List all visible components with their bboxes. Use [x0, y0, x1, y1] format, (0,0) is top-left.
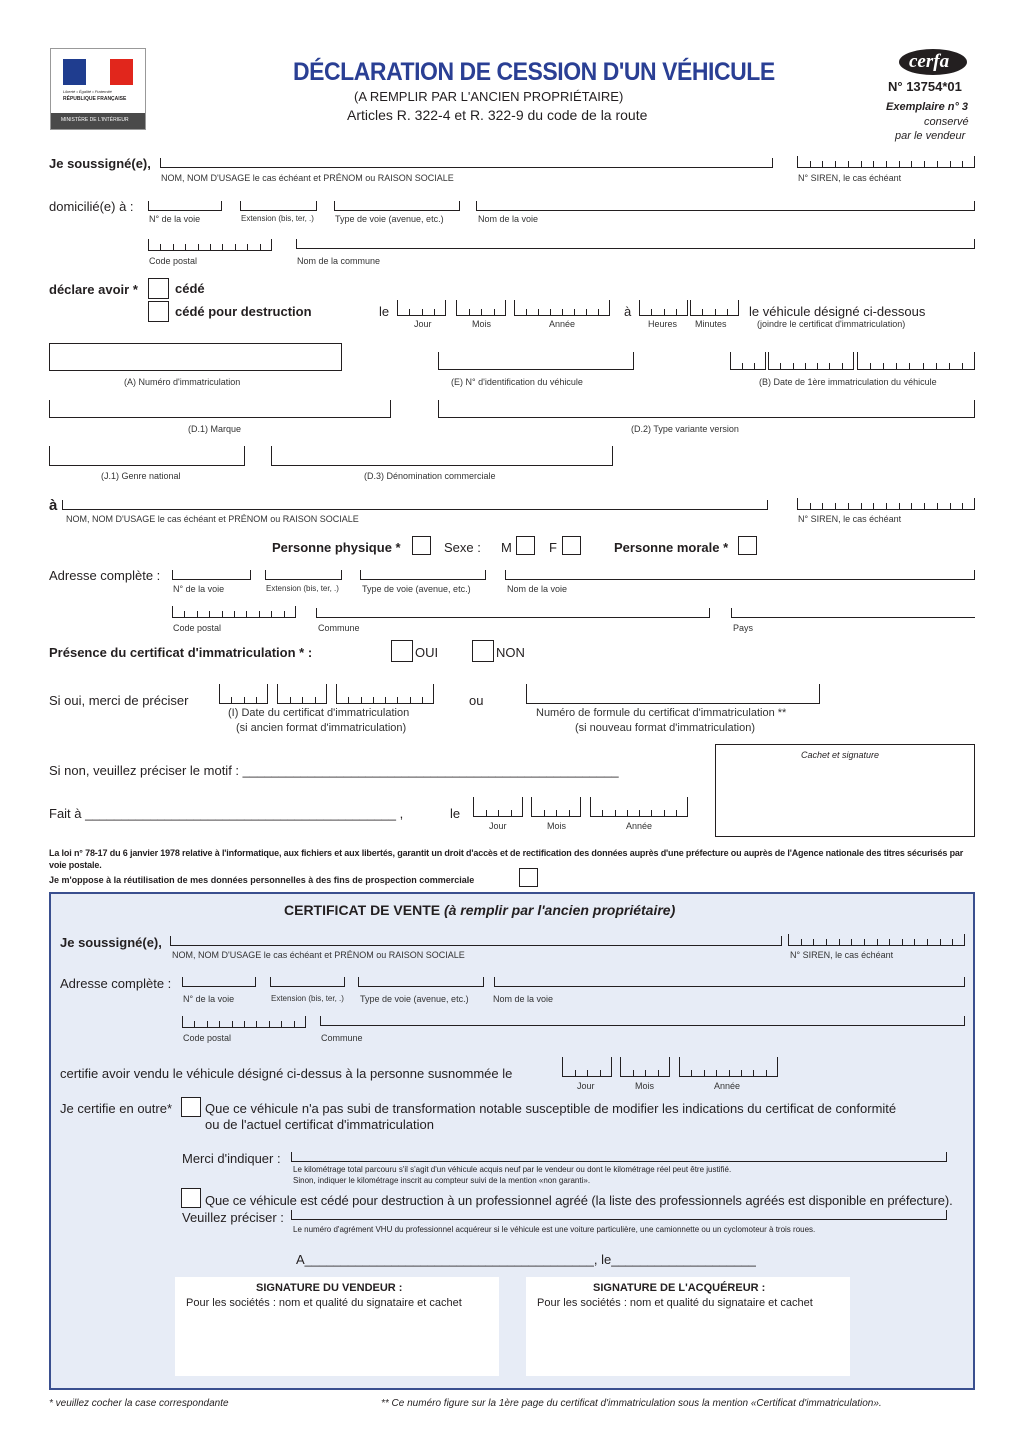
- presence-label: Présence du certificat d'immatriculation * :: [49, 645, 313, 660]
- cap-year: Année: [549, 319, 576, 329]
- made-day-field[interactable]: [473, 797, 523, 817]
- made-month-field[interactable]: [531, 797, 581, 817]
- sale-cap-postal: Code postal: [183, 1033, 232, 1043]
- sold-day-field[interactable]: [562, 1057, 612, 1077]
- sale-day-field[interactable]: [397, 300, 446, 316]
- sale-cap-num: N° de la voie: [183, 994, 235, 1004]
- brand-field[interactable]: [49, 400, 391, 418]
- physical-person-label: Personne physique *: [272, 540, 401, 555]
- buyer-cap-num: N° de la voie: [173, 584, 225, 594]
- seller-cap-street: Nom de la voie: [478, 214, 539, 224]
- buyer-signature-title: SIGNATURE DE L'ACQUÉREUR :: [593, 1282, 766, 1294]
- time-a-label: à: [624, 304, 632, 319]
- vehicle-text: le véhicule désigné ci-dessous: [749, 304, 926, 319]
- sale-seller-label: Je soussigné(e),: [60, 935, 162, 950]
- no-transformation-checkbox[interactable]: [181, 1097, 201, 1117]
- logo-motto: Liberté • Égalité • Fraternité: [63, 89, 112, 94]
- cert-year-field[interactable]: [336, 684, 434, 704]
- sale-cap-street: Nom de la voie: [493, 994, 554, 1004]
- flag-icon: [63, 59, 133, 85]
- cap-hours: Heures: [648, 319, 678, 329]
- sale-extension-field[interactable]: [270, 977, 345, 987]
- buyer-street-name-field[interactable]: [505, 570, 975, 580]
- first-reg-month-field[interactable]: [768, 352, 854, 370]
- buyer-address-label: Adresse complète :: [49, 568, 161, 583]
- made-at-label[interactable]: Fait à ___________________________________________ ,: [49, 806, 404, 821]
- moral-person-checkbox[interactable]: [738, 536, 757, 555]
- sex-label: Sexe :: [444, 540, 481, 555]
- buyer-cap-street: Nom de la voie: [507, 584, 568, 594]
- buyer-cap-ext: Extension (bis, ter, .): [266, 584, 339, 593]
- seller-name-field[interactable]: [160, 158, 773, 168]
- cap-formula-2: (si nouveau format d'immatriculation): [575, 722, 756, 734]
- cap-cert-date-2: (si ancien format d'immatriculation): [236, 722, 407, 734]
- sale-street-number-field[interactable]: [182, 977, 256, 987]
- buyer-commune-field[interactable]: [316, 608, 710, 618]
- certify-sold-label: certifie avoir vendu le véhicule désigné ci-dessus à la personne susnommée le: [60, 1066, 513, 1081]
- seller-label: Je soussigné(e),: [49, 156, 151, 171]
- sale-cap-type: Type de voie (avenue, etc.): [360, 994, 469, 1004]
- commercial-name-field[interactable]: [271, 446, 613, 466]
- mileage-field[interactable]: [291, 1152, 947, 1162]
- physical-person-checkbox[interactable]: [412, 536, 431, 555]
- sold-cap-year: Année: [714, 1081, 741, 1091]
- sold-cap-month: Mois: [635, 1081, 655, 1091]
- vhu-number-field[interactable]: [291, 1210, 947, 1220]
- cap-cert-date-1: (I) Date du certificat d'immatriculation: [228, 707, 410, 719]
- logo-republic: RÉPUBLIQUE FRANÇAISE: [63, 96, 127, 102]
- seller-cap-num: N° de la voie: [149, 214, 201, 224]
- domicile-label: domicilié(e) à :: [49, 199, 134, 214]
- seller-cap-commune: Nom de la commune: [297, 256, 381, 266]
- seller-commune-field[interactable]: [296, 239, 975, 249]
- copy-by-seller: par le vendeur: [895, 130, 966, 142]
- buyer-siren-field[interactable]: [797, 498, 975, 510]
- legal-text: La loi n° 78-17 du 6 janvier 1978 relative à l'informatique, aux fichiers et aux libertés, garantit un droit d'accès et de rectification des données auprès d'une préfecture ou auprès de l'Agence nationale des titres sécurisés par voie postale.: [49, 848, 964, 870]
- registration-number-field[interactable]: [49, 343, 342, 371]
- destruction-label: cédé pour destruction: [175, 304, 312, 319]
- buyer-name-field[interactable]: [62, 500, 768, 510]
- presence-yes-label: OUI: [415, 645, 439, 660]
- page-subtitle: (A REMPLIR PAR L'ANCIEN PROPRIÉTAIRE): [354, 89, 624, 104]
- buyer-country-field[interactable]: [731, 608, 975, 618]
- marianne-logo: [50, 48, 146, 130]
- copy-kept: conservé: [924, 116, 969, 128]
- presence-yes-checkbox[interactable]: [391, 640, 413, 662]
- buyer-cap-postal: Code postal: [173, 623, 222, 633]
- buyer-street-type-field[interactable]: [360, 570, 486, 580]
- sex-m-checkbox[interactable]: [516, 536, 535, 555]
- seller-cap-type: Type de voie (avenue, etc.): [335, 214, 444, 224]
- made-cap-day: Jour: [489, 821, 507, 831]
- seller-extension-field[interactable]: [240, 201, 317, 211]
- optout-checkbox[interactable]: [519, 868, 538, 887]
- buyer-siren-caption: N° SIREN, le cas échéant: [798, 514, 902, 524]
- page-articles: Articles R. 322-4 et R. 322-9 du code de la route: [347, 107, 648, 123]
- optout-label: Je m'oppose à la réutilisation de mes données personnelles à des fins de prospection commerciale: [49, 875, 475, 885]
- sold-year-field[interactable]: [679, 1057, 778, 1077]
- sale-month-field[interactable]: [456, 300, 506, 316]
- vehicle-note: (joindre le certificat d'immatriculation): [757, 319, 906, 329]
- indicate-label: Merci d'indiquer :: [182, 1151, 281, 1166]
- sale-street-name-field[interactable]: [494, 977, 965, 987]
- sale-certificate-title-main: CERTIFICAT DE VENTE: [284, 902, 441, 918]
- seller-signature-title: SIGNATURE DU VENDEUR :: [256, 1282, 403, 1294]
- made-cap-year: Année: [626, 821, 653, 831]
- destruction-checkbox[interactable]: [148, 301, 169, 322]
- cert-day-field[interactable]: [219, 684, 268, 704]
- presence-no-label: NON: [496, 645, 525, 660]
- sale-year-field[interactable]: [514, 300, 610, 316]
- cap-minutes: Minutes: [695, 319, 727, 329]
- sale-address-label: Adresse complète :: [60, 976, 172, 991]
- vin-field[interactable]: [438, 352, 634, 370]
- no-transformation-line-2: ou de l'actuel certificat d'immatriculation: [205, 1117, 434, 1132]
- cert-month-field[interactable]: [277, 684, 327, 704]
- destruction-pro-statement: Que ce véhicule est cédé pour destruction à un professionnel agréé (la liste des professionnels agréés est disponible en préfecture).: [205, 1193, 953, 1208]
- sale-cap-ext: Extension (bis, ter, .): [271, 994, 344, 1003]
- buyer-extension-field[interactable]: [265, 570, 342, 580]
- cap-first-registration: (B) Date de 1ère immatriculation du véhicule: [759, 377, 937, 387]
- seller-street-number-field[interactable]: [148, 201, 222, 211]
- sale-commune-field[interactable]: [320, 1016, 965, 1026]
- sold-cap-day: Jour: [577, 1081, 595, 1091]
- ceded-label: cédé: [175, 281, 205, 296]
- buyer-label: à: [49, 497, 58, 514]
- sale-seller-name-field[interactable]: [170, 936, 782, 946]
- seller-street-type-field[interactable]: [334, 201, 460, 211]
- if-yes-label: Si oui, merci de préciser: [49, 693, 189, 708]
- first-reg-year-field[interactable]: [857, 352, 975, 370]
- if-no-label[interactable]: Si non, veuillez préciser le motif : ____________________________________________________: [49, 763, 619, 778]
- vhu-note: Le numéro d'agrément VHU du professionnel acquéreur si le véhicule est une voiture particulière, une camionnette ou un cyclomoteur à trois roues.: [293, 1225, 816, 1234]
- buyer-signature-note: Pour les sociétés : nom et qualité du signataire et cachet: [537, 1297, 813, 1309]
- presence-no-checkbox[interactable]: [472, 640, 494, 662]
- sale-certificate-title: [284, 902, 675, 918]
- genre-field[interactable]: [49, 446, 245, 466]
- moral-person-label: Personne morale *: [614, 540, 729, 555]
- seller-cap-ext: Extension (bis, ter, .): [241, 214, 314, 223]
- certify-also-label: Je certifie en outre*: [60, 1101, 173, 1116]
- buyer-cap-commune: Commune: [318, 623, 360, 633]
- sale-name-caption: NOM, NOM D'USAGE le cas échéant et PRÉNOM ou RAISON SOCIALE: [172, 950, 465, 960]
- mileage-note-1: Le kilométrage total parcouru s'il s'agit d'un véhicule acquis neuf par le vendeur ou dont le kilométrage réel peut être justifié.: [293, 1165, 732, 1174]
- date-le-label: le: [379, 304, 390, 319]
- cap-formula-1: Numéro de formule du certificat d'immatriculation **: [536, 707, 787, 719]
- cap-month: Mois: [472, 319, 492, 329]
- seller-cap-postal: Code postal: [149, 256, 198, 266]
- declare-label: déclare avoir *: [49, 282, 138, 297]
- footer-note-right: ** Ce numéro figure sur la 1ère page du certificat d'immatriculation sous la mention «Certificat d'immatriculation».: [381, 1398, 882, 1409]
- buyer-street-number-field[interactable]: [172, 570, 251, 580]
- seller-street-name-field[interactable]: [476, 201, 975, 211]
- made-le-label: le: [450, 806, 461, 821]
- sex-m-label: M: [501, 540, 512, 555]
- seller-siren-caption: N° SIREN, le cas échéant: [798, 173, 902, 183]
- or-label: ou: [469, 693, 484, 708]
- buyer-cap-type: Type de voie (avenue, etc.): [362, 584, 471, 594]
- cerfa-logo-text: cerfa: [909, 51, 950, 72]
- sale-hours-field[interactable]: [639, 300, 688, 316]
- cap-type-variant: (D.2) Type variante version: [631, 424, 739, 434]
- stamp-caption: Cachet et signature: [801, 750, 880, 760]
- cerfa-logo: [899, 49, 967, 75]
- buyer-cap-country: Pays: [733, 623, 754, 633]
- mileage-note-2: Sinon, indiquer le kilométrage inscrit au compteur suivi de la mention «non garanti».: [293, 1176, 591, 1185]
- made-cap-month: Mois: [547, 821, 567, 831]
- sex-f-checkbox[interactable]: [562, 536, 581, 555]
- sale-minutes-field[interactable]: [690, 300, 739, 316]
- cap-genre: (J.1) Genre national: [101, 471, 181, 481]
- sex-f-label: F: [549, 540, 557, 555]
- sale-cap-commune: Commune: [321, 1033, 363, 1043]
- specify-label: Veuillez préciser :: [182, 1210, 284, 1225]
- place-date-line[interactable]: A________________________________________, le____________________: [296, 1252, 756, 1267]
- page-title: DÉCLARATION DE CESSION D'UN VÉHICULE: [293, 58, 775, 86]
- sale-postal-field[interactable]: [182, 1016, 306, 1028]
- buyer-postal-field[interactable]: [172, 606, 296, 618]
- sale-siren-caption: N° SIREN, le cas échéant: [790, 950, 894, 960]
- cap-day: Jour: [414, 319, 432, 329]
- seller-siren-field[interactable]: [797, 156, 975, 168]
- cerfa-number: N° 13754*01: [888, 79, 962, 94]
- type-variant-field[interactable]: [438, 400, 975, 418]
- cap-registration: (A) Numéro d'immatriculation: [124, 377, 241, 387]
- seller-signature-note: Pour les sociétés : nom et qualité du signataire et cachet: [186, 1297, 462, 1309]
- ceded-checkbox[interactable]: [148, 278, 169, 299]
- seller-name-caption: NOM, NOM D'USAGE le cas échéant et PRÉNOM ou RAISON SOCIALE: [161, 173, 454, 183]
- first-reg-day-field[interactable]: [730, 352, 766, 370]
- cap-vin: (E) N° d'identification du véhicule: [451, 377, 583, 387]
- formula-number-field[interactable]: [526, 684, 820, 704]
- destruction-pro-checkbox[interactable]: [181, 1188, 201, 1208]
- cap-commercial-name: (D.3) Dénomination commerciale: [364, 471, 496, 481]
- sale-certificate-title-note: (à remplir par l'ancien propriétaire): [443, 902, 676, 918]
- no-transformation-line-1: Que ce véhicule n'a pas subi de transformation notable susceptible de modifier les indications du certificat de conformité: [205, 1101, 897, 1116]
- buyer-name-caption: NOM, NOM D'USAGE le cas échéant et PRÉNOM ou RAISON SOCIALE: [66, 514, 359, 524]
- seller-postal-field[interactable]: [148, 239, 272, 251]
- sold-month-field[interactable]: [620, 1057, 670, 1077]
- sale-street-type-field[interactable]: [358, 977, 484, 987]
- made-year-field[interactable]: [590, 797, 688, 817]
- cap-brand: (D.1) Marque: [188, 424, 242, 434]
- logo-ministry: MINISTÈRE DE L'INTÉRIEUR: [61, 117, 129, 123]
- sale-siren-field[interactable]: [788, 934, 965, 946]
- copy-number: Exemplaire n° 3: [886, 101, 969, 113]
- footer-note-left: * veuillez cocher la case correspondante: [49, 1398, 229, 1409]
